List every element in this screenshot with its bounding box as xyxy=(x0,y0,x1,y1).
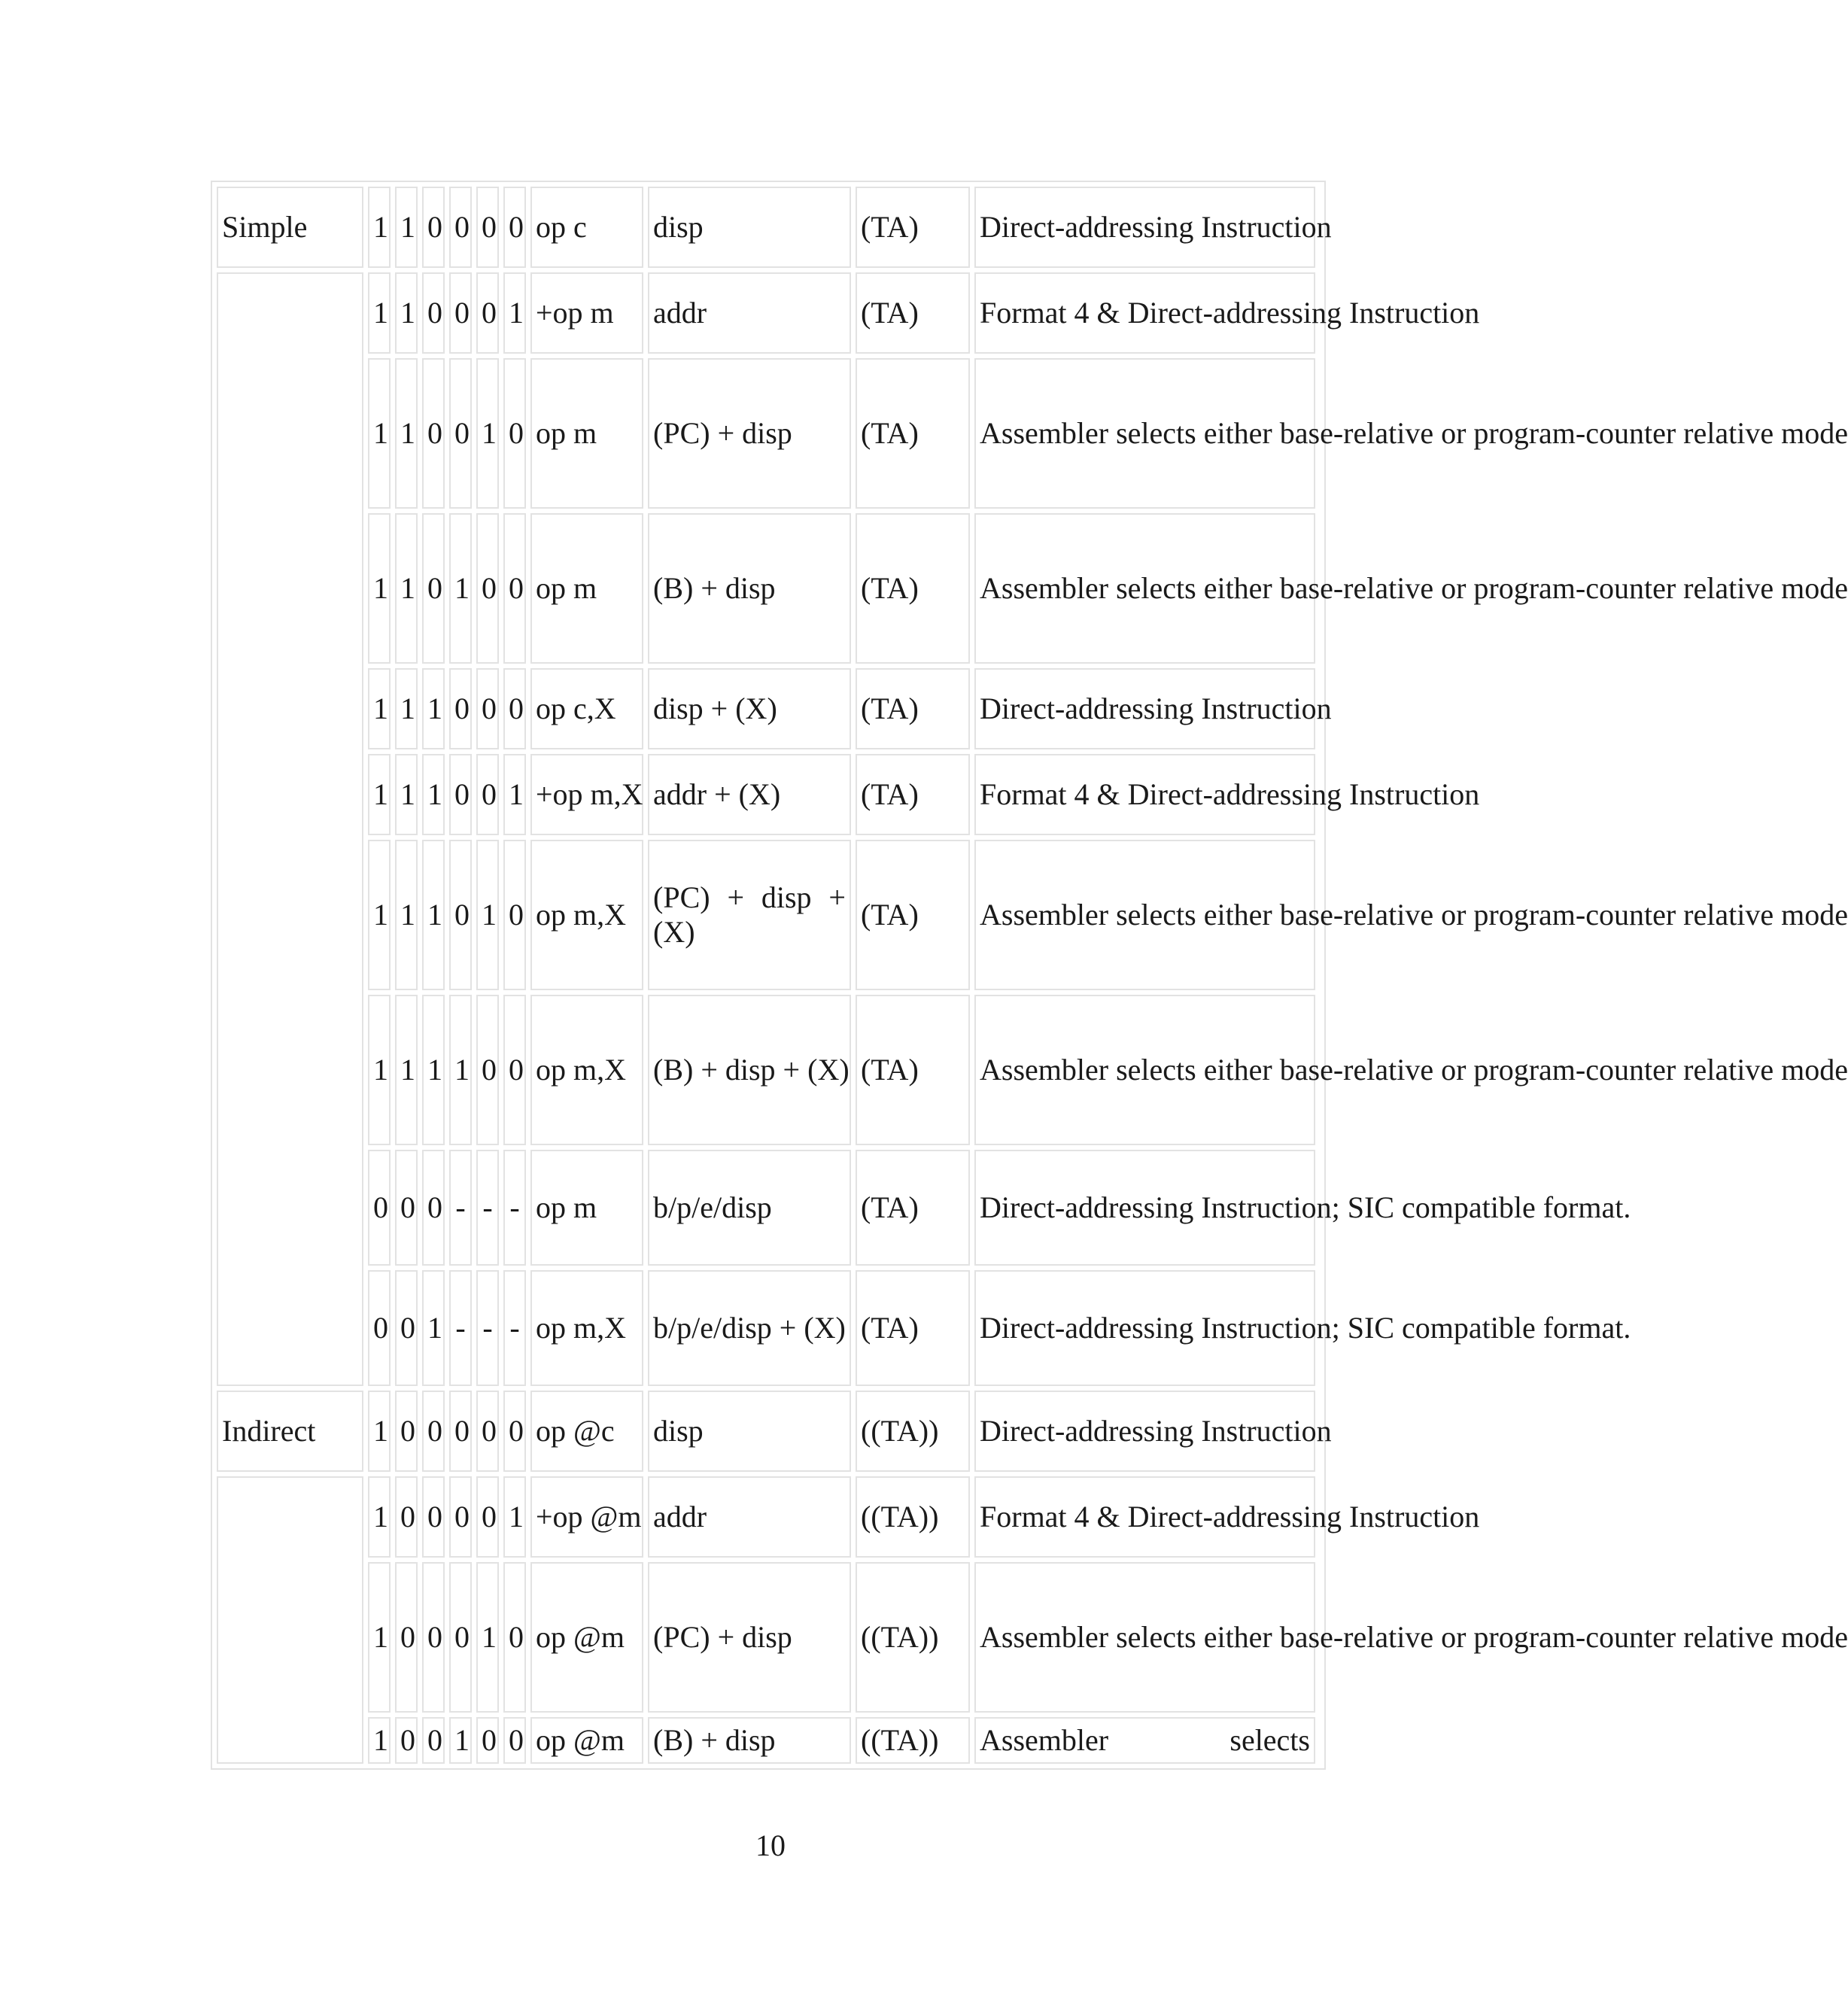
notes-cell: Assembler selects either base-relative or program-counter relative mode xyxy=(974,840,1315,990)
target-address-cell: (PC) + disp xyxy=(648,358,851,509)
bit-b: 0 xyxy=(449,1476,472,1558)
table-row xyxy=(217,1476,1315,1558)
notes-cell: Format 4 & Direct-addressing Instruction xyxy=(974,272,1315,354)
bit-e: 0 xyxy=(503,840,526,990)
bit-p: 0 xyxy=(476,513,499,664)
target-address-cell: disp xyxy=(648,187,851,268)
table-row xyxy=(217,358,1315,509)
operand-cell: (TA) xyxy=(856,1270,970,1386)
notes-cell: Direct-addressing Instruction xyxy=(974,1391,1315,1472)
bit-x: 0 xyxy=(422,1562,445,1713)
bit-i: 0 xyxy=(395,1717,418,1764)
notation-cell: op m,X xyxy=(530,995,643,1145)
mode-cell: Indirect xyxy=(217,1391,363,1472)
notation-cell: op @c xyxy=(530,1391,643,1472)
bit-i: 1 xyxy=(395,668,418,749)
bit-x: 0 xyxy=(422,187,445,268)
bit-p: 0 xyxy=(476,1476,499,1558)
bit-n: 1 xyxy=(368,187,391,268)
bit-i: 0 xyxy=(395,1476,418,1558)
table-row xyxy=(217,754,1315,835)
bit-i: 1 xyxy=(395,754,418,835)
bit-b: 0 xyxy=(449,272,472,354)
notes-cell: Direct-addressing Instruction; SIC compatible format. xyxy=(974,1270,1315,1386)
bit-p: 1 xyxy=(476,1562,499,1713)
target-address-cell: (PC) + disp + (X) xyxy=(648,840,851,990)
bit-e: 1 xyxy=(503,1476,526,1558)
target-address-cell: (B) + disp xyxy=(648,513,851,664)
operand-cell: (TA) xyxy=(856,840,970,990)
operand-cell: ((TA)) xyxy=(856,1717,970,1764)
notes-cell: Assembler selects xyxy=(974,1717,1315,1764)
bit-p: - xyxy=(476,1150,499,1266)
bit-i: 0 xyxy=(395,1391,418,1472)
target-address-cell: b/p/e/disp xyxy=(648,1150,851,1266)
operand-cell: (TA) xyxy=(856,187,970,268)
notation-cell: op @m xyxy=(530,1717,643,1764)
bit-b: 0 xyxy=(449,754,472,835)
bit-n: 1 xyxy=(368,272,391,354)
bit-n: 1 xyxy=(368,1476,391,1558)
bit-i: 1 xyxy=(395,513,418,664)
table-row xyxy=(217,840,1315,990)
bit-e: - xyxy=(503,1270,526,1386)
operand-cell: (TA) xyxy=(856,513,970,664)
bit-p: 1 xyxy=(476,840,499,990)
notation-cell: +op m xyxy=(530,272,643,354)
notation-cell: op c,X xyxy=(530,668,643,749)
operand-cell: ((TA)) xyxy=(856,1562,970,1713)
operand-cell: (TA) xyxy=(856,272,970,354)
bit-i: 1 xyxy=(395,995,418,1145)
notation-cell: op m xyxy=(530,358,643,509)
bit-b: - xyxy=(449,1270,472,1386)
operand-cell: ((TA)) xyxy=(856,1476,970,1558)
operand-cell: (TA) xyxy=(856,1150,970,1266)
bit-e: 0 xyxy=(503,358,526,509)
mode-cell xyxy=(217,272,363,1386)
notation-cell: op m xyxy=(530,1150,643,1266)
table-row xyxy=(217,1717,1315,1764)
table-row xyxy=(217,1562,1315,1713)
bit-p: 0 xyxy=(476,187,499,268)
bit-n: 1 xyxy=(368,840,391,990)
bit-x: 0 xyxy=(422,272,445,354)
notation-cell: op m xyxy=(530,513,643,664)
page-number: 10 xyxy=(755,1828,786,1862)
notes-cell: Direct-addressing Instruction xyxy=(974,187,1315,268)
bit-n: 1 xyxy=(368,754,391,835)
bit-i: 1 xyxy=(395,358,418,509)
notes-cell: Format 4 & Direct-addressing Instruction xyxy=(974,754,1315,835)
bit-b: 0 xyxy=(449,1562,472,1713)
bit-n: 1 xyxy=(368,1717,391,1764)
bit-p: 1 xyxy=(476,358,499,509)
bit-i: 1 xyxy=(395,840,418,990)
notation-cell: op c xyxy=(530,187,643,268)
bit-e: 1 xyxy=(503,272,526,354)
notes-cell: Format 4 & Direct-addressing Instruction xyxy=(974,1476,1315,1558)
notation-cell: op @m xyxy=(530,1562,643,1713)
bit-x: 0 xyxy=(422,1391,445,1472)
bit-x: 0 xyxy=(422,358,445,509)
notation-cell: +op @m xyxy=(530,1476,643,1558)
table-row xyxy=(217,272,1315,354)
bit-b: 0 xyxy=(449,840,472,990)
table-row xyxy=(217,513,1315,664)
operand-cell: (TA) xyxy=(856,995,970,1145)
bit-b: 0 xyxy=(449,187,472,268)
notes-cell: Assembler selects either base-relative or program-counter relative mode xyxy=(974,995,1315,1145)
target-address-cell: b/p/e/disp + (X) xyxy=(648,1270,851,1386)
notation-cell: op m,X xyxy=(530,840,643,990)
bit-x: 1 xyxy=(422,754,445,835)
bit-p: 0 xyxy=(476,272,499,354)
mode-cell: Simple xyxy=(217,187,363,268)
notation-cell: op m,X xyxy=(530,1270,643,1386)
mode-cell xyxy=(217,1476,363,1764)
bit-x: 0 xyxy=(422,1150,445,1266)
addressing-mode-table xyxy=(211,181,1848,1770)
bit-p: 0 xyxy=(476,1391,499,1472)
bit-n: 0 xyxy=(368,1270,391,1386)
addressing-mode-grid xyxy=(212,182,1848,1768)
bit-n: 1 xyxy=(368,1391,391,1472)
bit-b: 0 xyxy=(449,668,472,749)
bit-i: 0 xyxy=(395,1150,418,1266)
table-row xyxy=(217,187,1315,268)
bit-p: 0 xyxy=(476,1717,499,1764)
table-row xyxy=(217,1150,1315,1266)
target-address-cell: (PC) + disp xyxy=(648,1562,851,1713)
notes-cell: Direct-addressing Instruction xyxy=(974,668,1315,749)
bit-b: 1 xyxy=(449,995,472,1145)
notes-cell: Assembler selects either base-relative or program-counter relative mode xyxy=(974,1562,1315,1713)
target-address-cell: addr + (X) xyxy=(648,754,851,835)
bit-b: 1 xyxy=(449,513,472,664)
bit-p: 0 xyxy=(476,995,499,1145)
bit-x: 0 xyxy=(422,1717,445,1764)
target-address-cell: addr xyxy=(648,1476,851,1558)
bit-b: 0 xyxy=(449,358,472,509)
notes-cell: Assembler selects either base-relative or program-counter relative mode xyxy=(974,513,1315,664)
bit-n: 1 xyxy=(368,513,391,664)
table-row xyxy=(217,1270,1315,1386)
table-row xyxy=(217,668,1315,749)
bit-e: 0 xyxy=(503,1391,526,1472)
operand-cell: (TA) xyxy=(856,668,970,749)
bit-e: 0 xyxy=(503,187,526,268)
notation-cell: +op m,X xyxy=(530,754,643,835)
bit-e: 0 xyxy=(503,1717,526,1764)
bit-e: 0 xyxy=(503,1562,526,1713)
bit-e: 0 xyxy=(503,995,526,1145)
table-row xyxy=(217,1391,1315,1472)
bit-b: - xyxy=(449,1150,472,1266)
bit-x: 1 xyxy=(422,840,445,990)
bit-n: 0 xyxy=(368,1150,391,1266)
target-address-cell: addr xyxy=(648,272,851,354)
operand-cell: (TA) xyxy=(856,358,970,509)
notes-cell: Direct-addressing Instruction; SIC compatible format. xyxy=(974,1150,1315,1266)
bit-x: 0 xyxy=(422,513,445,664)
bit-x: 1 xyxy=(422,1270,445,1386)
bit-i: 0 xyxy=(395,1562,418,1713)
bit-b: 1 xyxy=(449,1717,472,1764)
target-address-cell: (B) + disp xyxy=(648,1717,851,1764)
bit-i: 1 xyxy=(395,187,418,268)
bit-e: 0 xyxy=(503,668,526,749)
bit-e: - xyxy=(503,1150,526,1266)
bit-n: 1 xyxy=(368,995,391,1145)
target-address-cell: disp + (X) xyxy=(648,668,851,749)
target-address-cell: (B) + disp + (X) xyxy=(648,995,851,1145)
bit-n: 1 xyxy=(368,1562,391,1713)
bit-n: 1 xyxy=(368,668,391,749)
bit-e: 1 xyxy=(503,754,526,835)
operand-cell: (TA) xyxy=(856,754,970,835)
operand-cell: ((TA)) xyxy=(856,1391,970,1472)
notes-cell: Assembler selects either base-relative or program-counter relative mode xyxy=(974,358,1315,509)
bit-p: 0 xyxy=(476,754,499,835)
bit-x: 1 xyxy=(422,995,445,1145)
bit-x: 0 xyxy=(422,1476,445,1558)
bit-b: 0 xyxy=(449,1391,472,1472)
bit-i: 1 xyxy=(395,272,418,354)
bit-i: 0 xyxy=(395,1270,418,1386)
bit-e: 0 xyxy=(503,513,526,664)
bit-x: 1 xyxy=(422,668,445,749)
target-address-cell: disp xyxy=(648,1391,851,1472)
table-body xyxy=(217,187,1848,1764)
bit-n: 1 xyxy=(368,358,391,509)
bit-p: - xyxy=(476,1270,499,1386)
table-row xyxy=(217,995,1315,1145)
bit-p: 0 xyxy=(476,668,499,749)
